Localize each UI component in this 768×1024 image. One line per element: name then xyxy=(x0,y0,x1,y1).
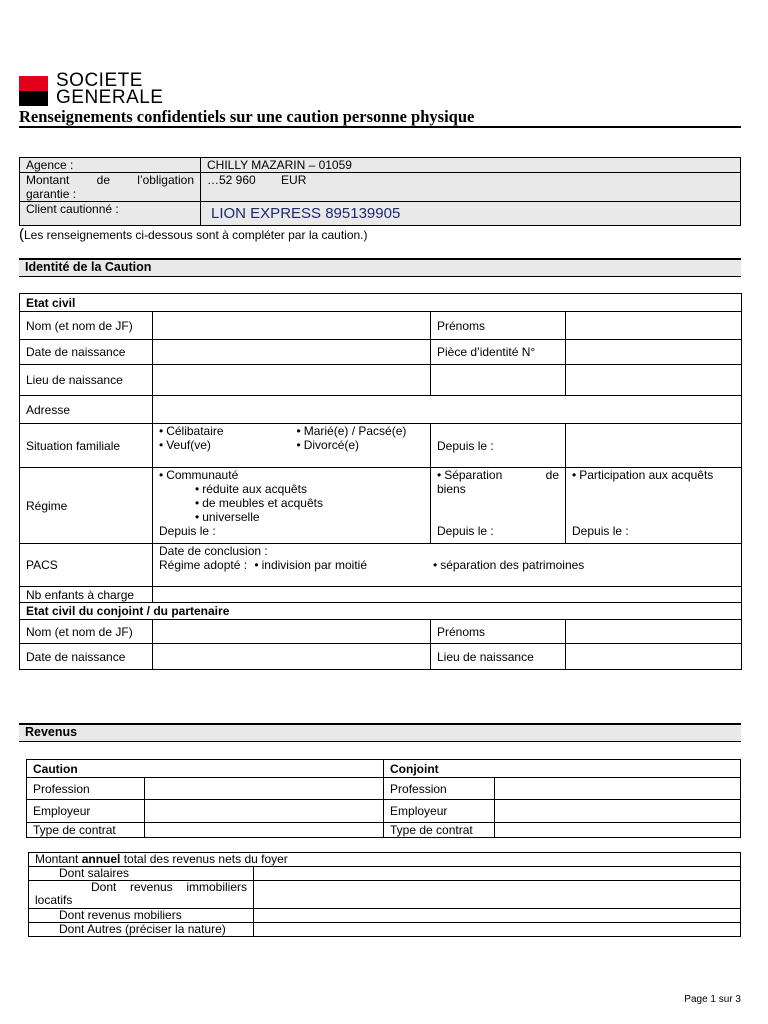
option-separation-word-3: biens xyxy=(437,482,466,496)
logo-line-1: SOCIETE xyxy=(56,70,143,91)
option-marie[interactable]: • Marié(e) / Pacsé(e) xyxy=(297,424,425,438)
montant-value: …52 960 xyxy=(207,173,256,187)
montant-currency: EUR xyxy=(281,173,307,187)
montant-annuel-post: total des revenus nets du foyer xyxy=(120,852,288,866)
regime-participation-cell xyxy=(566,468,742,544)
logo-wordmark xyxy=(56,72,163,106)
option-reduite[interactable]: • réduite aux acquêts xyxy=(159,482,424,496)
adresse-field[interactable] xyxy=(153,396,742,424)
montant-annuel-bold: annuel xyxy=(81,852,121,866)
pacs-regime-adopte: Régime adopté : xyxy=(159,558,248,572)
option-universelle[interactable]: • universelle xyxy=(159,510,424,524)
conj-nom-field[interactable] xyxy=(153,620,431,644)
dont-autres-label: Dont Autres (préciser la nature) xyxy=(29,923,254,937)
conj-prenoms-field[interactable] xyxy=(566,620,742,644)
option-communaute[interactable]: • Communauté xyxy=(159,468,424,482)
dont-immo-word-4: locatifs xyxy=(35,893,73,907)
dont-immo-field[interactable] xyxy=(254,881,741,909)
logo-line-2: GENERALE xyxy=(56,87,164,108)
client-label: Client cautionné : xyxy=(20,202,201,226)
conjoint-employeur-field[interactable] xyxy=(495,800,741,823)
regime-separation-cell xyxy=(431,468,566,544)
note-paren: ( xyxy=(19,226,24,243)
regime-depuis-label-2: Depuis le : xyxy=(437,524,494,538)
conjoint-profession-field[interactable] xyxy=(495,778,741,800)
section-revenus-title: Revenus xyxy=(25,725,78,739)
section-identite-header xyxy=(19,258,741,277)
note xyxy=(19,226,368,243)
dont-immo-label xyxy=(29,881,254,909)
option-separation-word-1[interactable]: • Séparation xyxy=(437,468,502,482)
dont-immo-word-1: Dont xyxy=(91,880,117,894)
option-indivision[interactable]: • indivision par moitié xyxy=(254,558,367,572)
situation-depuis-field[interactable] xyxy=(566,424,742,468)
dont-mobiliers-field[interactable] xyxy=(254,909,741,923)
document-title: Renseignements confidentiels sur une caution personne physique xyxy=(19,107,475,126)
prenoms-field[interactable] xyxy=(566,312,742,340)
etat-civil-header: Etat civil xyxy=(20,294,742,312)
conj-lieu-naissance-label: Lieu de naissance xyxy=(431,644,566,670)
revenus-foyer-table xyxy=(28,852,741,937)
montant-annuel-pre: Montant xyxy=(35,852,82,866)
dont-immo-word-3: immobiliers xyxy=(186,880,247,894)
conj-nom-label: Nom (et nom de JF) xyxy=(20,620,153,644)
adresse-label: Adresse xyxy=(20,396,153,424)
option-meubles[interactable]: • de meubles et acquêts xyxy=(159,496,424,510)
conjoint-employeur-label: Employeur xyxy=(384,800,495,823)
montant-cell xyxy=(201,173,741,202)
option-celibataire[interactable]: • Célibataire xyxy=(159,424,285,438)
section-revenus-header xyxy=(19,723,741,742)
piece-identite-field[interactable] xyxy=(566,340,742,365)
page-number: Page 1 sur 3 xyxy=(684,994,741,1005)
note-text: Les renseignements ci-dessous sont à compléter par la caution.) xyxy=(24,228,368,242)
client-cell xyxy=(201,202,741,226)
caution-type-contrat-field[interactable] xyxy=(145,823,384,838)
situation-options-2 xyxy=(291,424,431,468)
pacs-cell xyxy=(153,544,742,587)
option-veuf[interactable]: • Veuf(ve) xyxy=(159,438,285,452)
dont-salaires-field[interactable] xyxy=(254,867,741,881)
title-rule xyxy=(19,126,741,128)
date-naissance-field[interactable] xyxy=(153,340,431,365)
nom-label: Nom (et nom de JF) xyxy=(20,312,153,340)
regime-depuis-label-3: Depuis le : xyxy=(572,524,629,538)
caution-profession-field[interactable] xyxy=(145,778,384,800)
montant-label-word-2: de xyxy=(96,173,110,187)
revenus-table xyxy=(26,759,741,838)
lieu-naissance-label: Lieu de naissance xyxy=(20,365,153,396)
conjoint-profession-label: Profession xyxy=(384,778,495,800)
info-table xyxy=(19,157,741,226)
dont-autres-field[interactable] xyxy=(254,923,741,937)
caution-employeur-label: Employeur xyxy=(27,800,145,823)
lieu-naissance-extra-1[interactable] xyxy=(431,365,566,396)
option-separation-patrimoines[interactable]: • séparation des patrimoines xyxy=(433,558,584,572)
date-naissance-label: Date de naissance xyxy=(20,340,153,365)
regime-communaute-cell xyxy=(153,468,431,544)
option-divorce[interactable]: • Divorcé(e) xyxy=(297,438,425,452)
agence-value: CHILLY MAZARIN – 01059 xyxy=(201,158,741,173)
conjoint-type-contrat-label: Type de contrat xyxy=(384,823,495,838)
situation-familiale-label: Situation familiale xyxy=(20,424,153,468)
conjoint-type-contrat-field[interactable] xyxy=(495,823,741,838)
client-value: LION EXPRESS 895139905 xyxy=(211,204,401,222)
societe-generale-logo-mark xyxy=(19,76,48,106)
regime-depuis-label-1: Depuis le : xyxy=(159,524,216,538)
nom-field[interactable] xyxy=(153,312,431,340)
option-participation[interactable]: • Participation aux acquêts xyxy=(572,468,735,482)
option-separation-word-2: de xyxy=(545,468,559,482)
regime-label: Régime xyxy=(20,468,153,544)
agence-label: Agence : xyxy=(20,158,201,173)
conj-lieu-naissance-field[interactable] xyxy=(566,644,742,670)
lieu-naissance-field[interactable] xyxy=(153,365,431,396)
caution-profession-label: Profession xyxy=(27,778,145,800)
conj-date-naissance-field[interactable] xyxy=(153,644,431,670)
montant-label xyxy=(20,173,201,202)
logo-red-square xyxy=(19,76,48,91)
dont-immo-word-2: revenus xyxy=(129,880,173,894)
section-identite-title: Identité de la Caution xyxy=(25,260,152,274)
dont-salaires-label: Dont salaires xyxy=(29,867,254,881)
conj-prenoms-label: Prénoms xyxy=(431,620,566,644)
caution-type-contrat-label: Type de contrat xyxy=(27,823,145,838)
montant-label-word-1: Montant xyxy=(26,173,70,187)
situation-depuis-label: Depuis le : xyxy=(431,424,566,468)
caution-header: Caution xyxy=(27,760,384,778)
logo-black-square xyxy=(19,91,48,106)
identite-table xyxy=(19,293,742,670)
conj-date-naissance-label: Date de naissance xyxy=(20,644,153,670)
etat-civil-conjoint-header: Etat civil du conjoint / du partenaire xyxy=(20,603,742,620)
lieu-naissance-extra-2[interactable] xyxy=(566,365,742,396)
pacs-label: PACS xyxy=(20,544,153,587)
nb-enfants-label: Nb enfants à charge xyxy=(20,587,153,603)
conjoint-header: Conjoint xyxy=(384,760,741,778)
montant-annuel-label xyxy=(29,853,741,867)
situation-options-1 xyxy=(153,424,291,468)
caution-employeur-field[interactable] xyxy=(145,800,384,823)
piece-identite-label: Pièce d’identité N° xyxy=(431,340,566,365)
montant-label-word-3: l’obligation xyxy=(137,173,194,187)
prenoms-label: Prénoms xyxy=(431,312,566,340)
dont-mobiliers-label: Dont revenus mobiliers xyxy=(29,909,254,923)
montant-label-word-4: garantie : xyxy=(26,187,77,201)
pacs-date-conclusion: Date de conclusion : xyxy=(159,544,268,558)
nb-enfants-field[interactable] xyxy=(153,587,742,603)
